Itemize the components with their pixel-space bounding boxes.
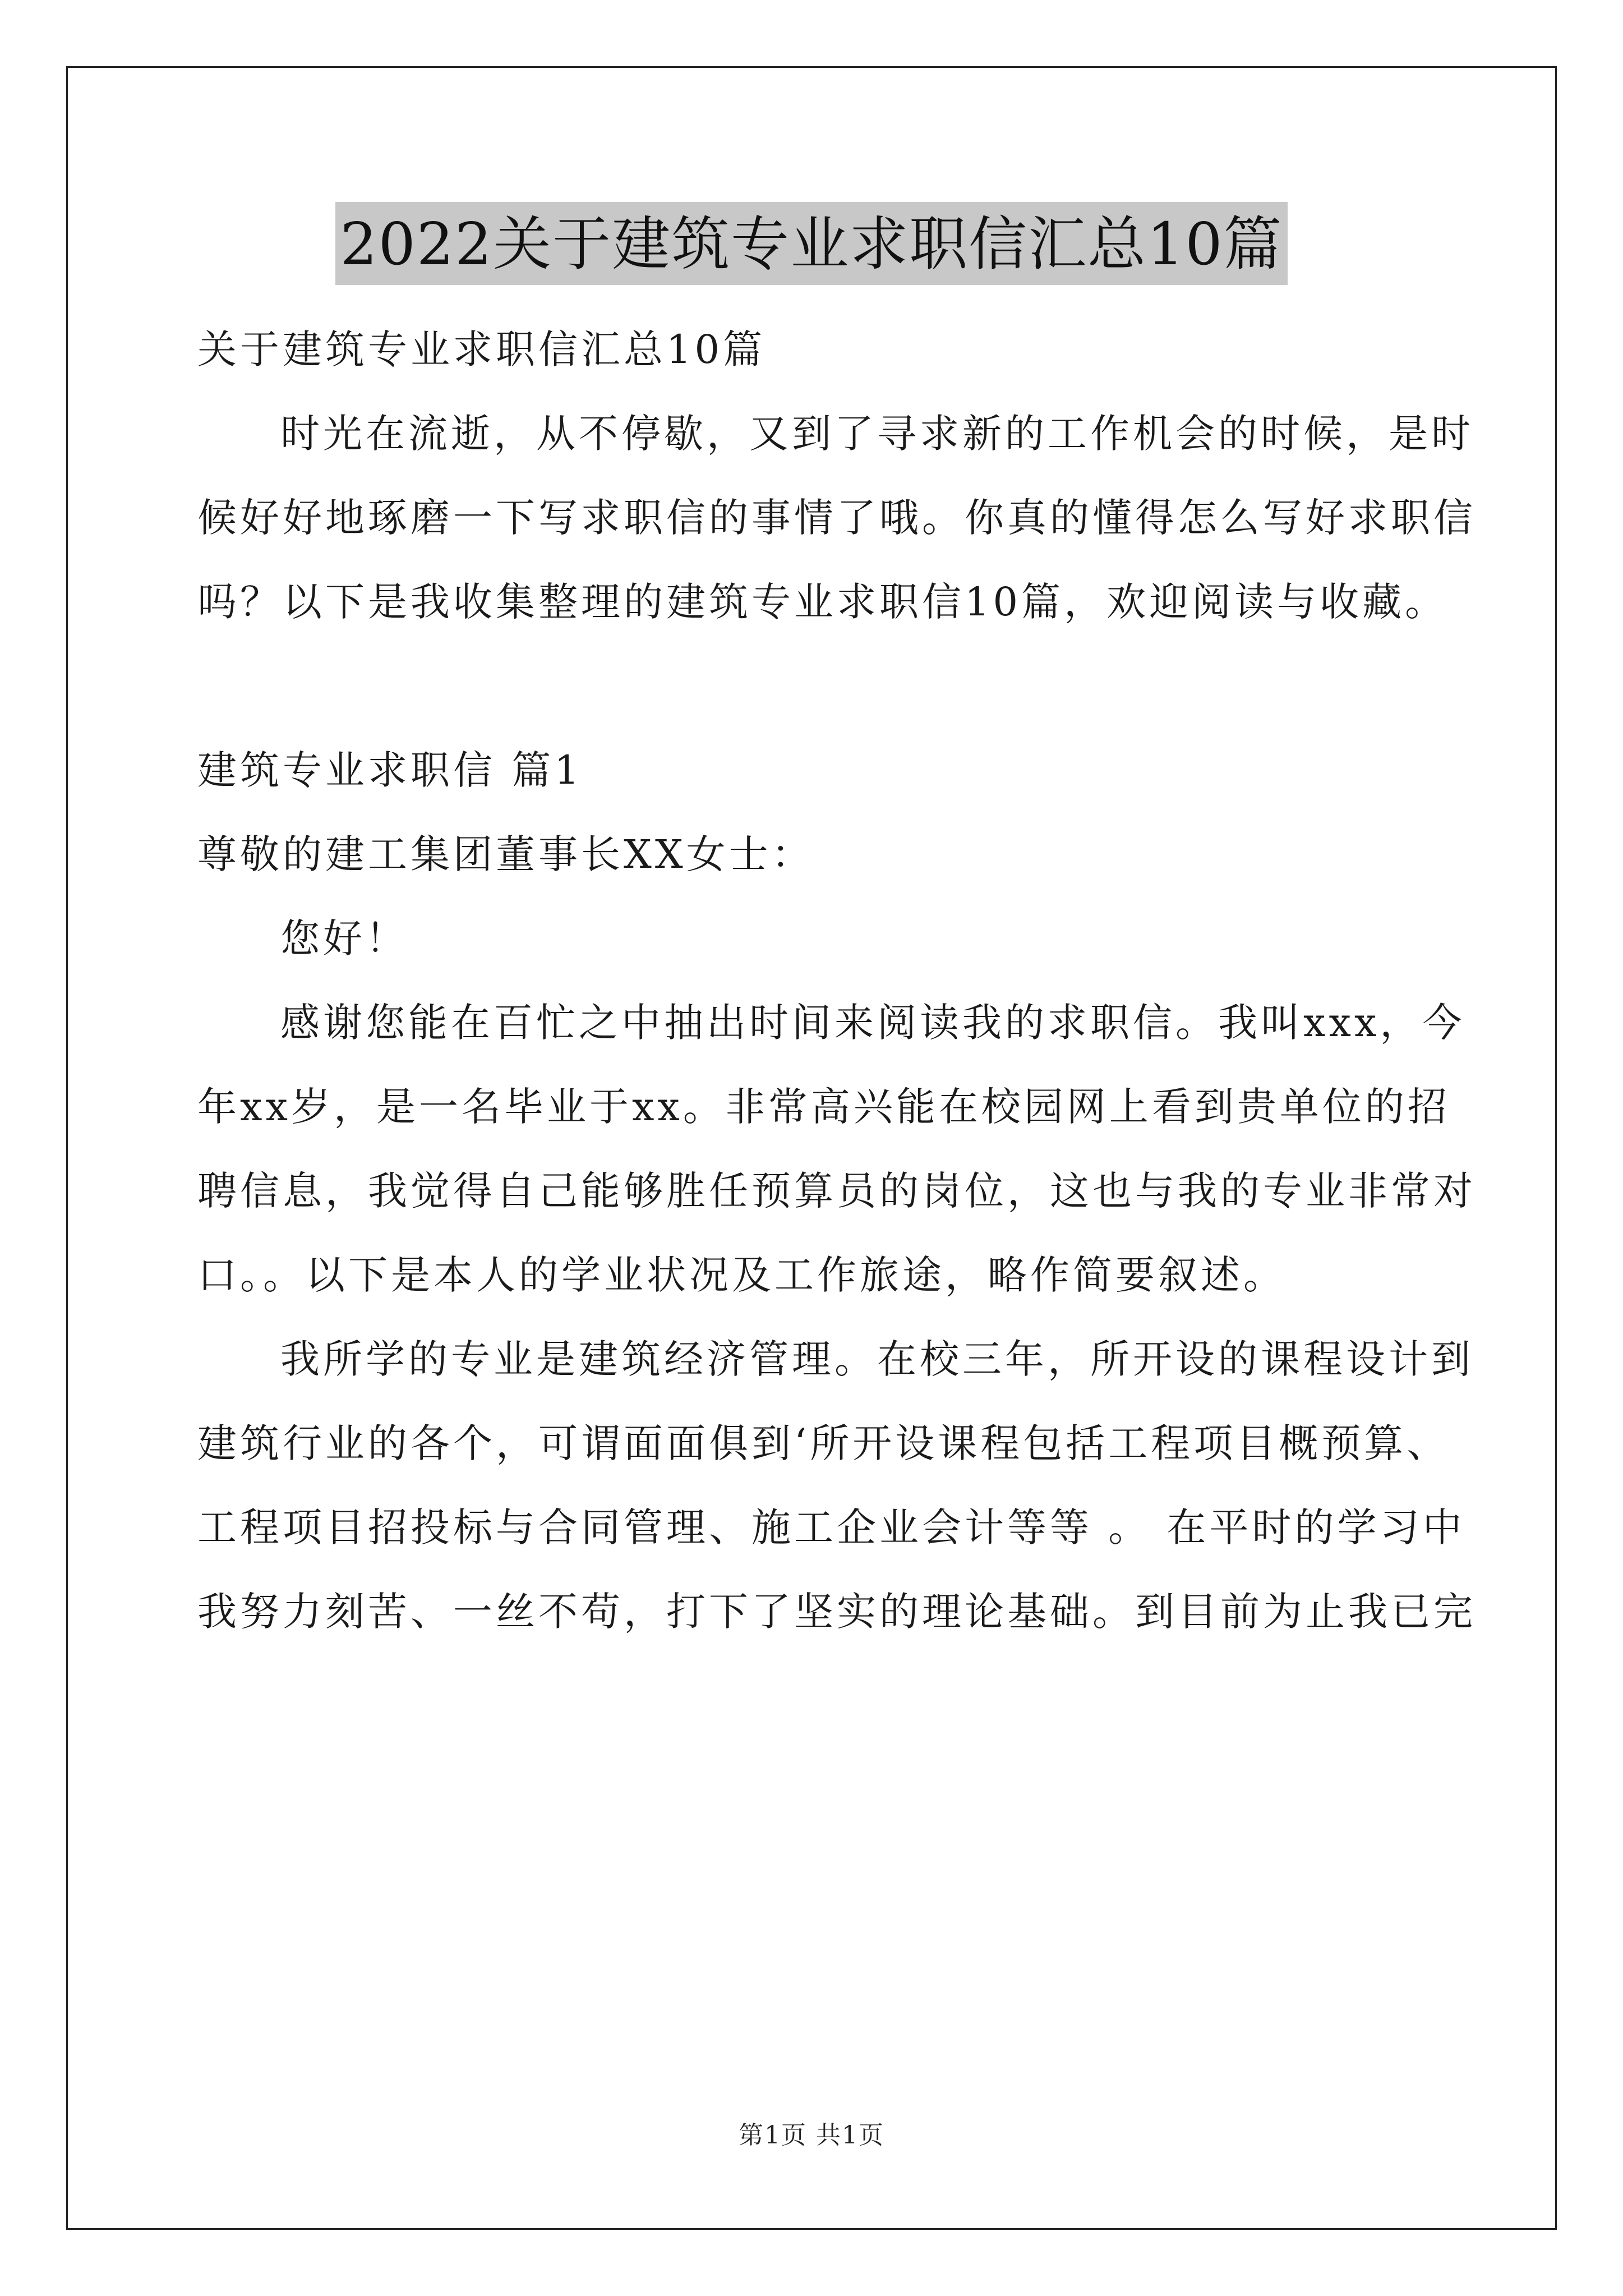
page-number-footer: 第1页 共1页 [739,2121,884,2150]
salutation-line: 尊敬的建工集团董事长XX女士： [197,831,814,877]
title-container [0,202,1623,285]
subtitle-line: 关于建筑专业求职信汇总10篇 [197,326,766,372]
paragraph-line: 建筑行业的各个，可谓面面俱到‘所开设课程包括工程项目概预算、 [197,1420,1450,1466]
paragraph-line: 候好好地琢磨一下写求职信的事情了哦。你真的懂得怎么写好求职信 [197,495,1476,541]
document-title: 2022关于建筑专业求职信汇总10篇 [335,202,1287,285]
blank-line [197,644,1431,728]
greeting-line: 您好！ [280,915,408,961]
document-body [197,307,1476,1654]
paragraph-line: 聘信息，我觉得自己能够胜任预算员的岗位，这也与我的专业非常对 [197,1168,1476,1214]
paragraph-line: 口。。以下是本人的学业状况及工作旅途，略作简要叙述。 [197,1252,1286,1298]
paragraph-line: 年xx岁，是一名毕业于xx。非常高兴能在校园网上看到贵单位的招 [197,1084,1450,1130]
paragraph-line: 工程项目招投标与合同管理、施工企业会计等等 。 在平时的学习中 [197,1504,1465,1550]
paragraph-line: 吗？以下是我收集整理的建筑专业求职信10篇，欢迎阅读与收藏。 [197,579,1448,625]
paragraph-line: 我所学的专业是建筑经济管理。在校三年，所开设的课程设计到 [280,1336,1474,1382]
paragraph-line: 时光在流逝，从不停歇，又到了寻求新的工作机会的时候，是时 [280,411,1474,457]
paragraph-line: 我努力刻苦、一丝不苟，打下了坚实的理论基础。到目前为止我已完 [197,1589,1476,1635]
paragraph-line: 感谢您能在百忙之中抽出时间来阅读我的求职信。我叫xxx，今 [280,1000,1465,1046]
section-heading: 建筑专业求职信 篇1 [197,747,583,793]
